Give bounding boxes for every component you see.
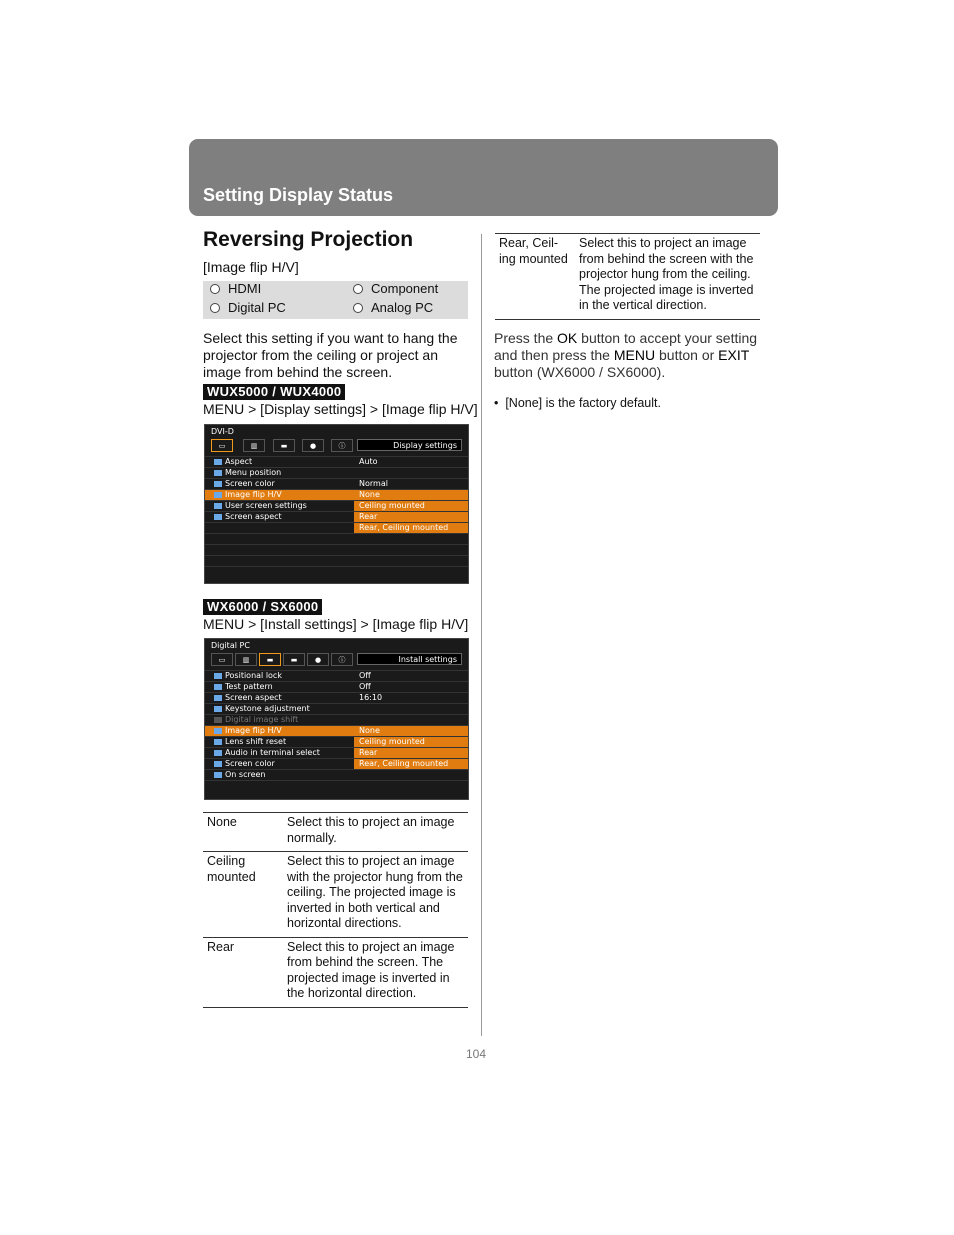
menu-row-empty [205, 522, 354, 533]
section-banner [189, 139, 778, 216]
menu-row-value: None [359, 490, 380, 499]
menu-row-value: Off [359, 682, 371, 691]
color-tab-icon: ▥ [243, 439, 265, 452]
menu-input-label: DVI-D [211, 427, 234, 436]
menu-row-label: Test pattern [225, 682, 273, 691]
image-flip-icon [214, 492, 222, 498]
menu-position-icon [214, 470, 222, 476]
menu-row-value: Off [359, 671, 371, 680]
menu-row-empty [205, 780, 468, 791]
press-text: button (WX6000 / SX6000). [494, 364, 666, 380]
menu-row-label: Screen aspect [225, 512, 282, 521]
globe-tab-icon: ● [302, 439, 324, 452]
menu-row-selected [205, 725, 468, 736]
note-bullet [494, 396, 661, 410]
input-digital-pc [210, 300, 286, 315]
menu-name: [Image flip H/V] [203, 259, 299, 275]
option-desc: Select this to project an image normally. [283, 813, 468, 852]
menu-row [205, 467, 468, 478]
page-number: 104 [466, 1047, 487, 1061]
menu-row-label: Audio in terminal select [225, 748, 320, 757]
menu-title: Install settings [357, 653, 462, 665]
display-tab-icon: ▭ [211, 653, 233, 666]
menu-row-label: Aspect [225, 457, 253, 466]
menu-button-label: MENU [613, 347, 656, 363]
option-desc: Select this to project an image from behind the screen with the projector hung from the ceiling. The projected image is inverted in the vertical direction. [575, 234, 760, 320]
model-badge-wux: WUX5000 / WUX4000 [203, 384, 345, 400]
image-flip-icon [214, 728, 222, 734]
lock-icon [214, 673, 222, 679]
menu-row [205, 478, 468, 489]
menu-row-empty [205, 544, 468, 555]
radio-icon [353, 284, 363, 294]
menu-screen-wux [204, 424, 469, 584]
option-description-table-right [495, 233, 760, 320]
menu-row-empty [205, 555, 468, 566]
screen-aspect-icon [214, 695, 222, 701]
menu-row-label: On screen [225, 770, 266, 779]
note-text: [None] is the factory default. [505, 396, 661, 410]
screen-color-icon [214, 481, 222, 487]
menu-path-wx: MENU > [Install settings] > [Image flip H/V] [203, 616, 469, 632]
option-description-table [203, 812, 468, 1008]
section-title: Setting Display Status [203, 185, 394, 205]
display-tab-icon: ▭ [211, 439, 233, 452]
page-heading: Reversing Projection [203, 228, 414, 251]
menu-row-label: Digital image shift [225, 715, 299, 724]
input-component [353, 281, 438, 296]
table-row [203, 813, 468, 852]
menu-row-label: Positional lock [225, 671, 282, 680]
menu-option: Ceiling mounted [354, 736, 468, 747]
menu-row-value: 16:10 [359, 693, 383, 702]
radio-icon [353, 303, 363, 313]
menu-row [205, 681, 468, 692]
globe-tab-icon: ● [307, 653, 329, 666]
menu-option: Rear, Ceiling mounted [354, 758, 468, 769]
input-label: Analog PC [371, 300, 434, 315]
keystone-icon [214, 706, 222, 712]
menu-row-value: Auto [359, 457, 378, 466]
menu-row-label: User screen settings [225, 501, 307, 510]
on-screen-icon [214, 772, 222, 778]
menu-row-label: Screen color [225, 479, 275, 488]
menu-row-empty [205, 533, 468, 544]
color-tab-icon: ▥ [235, 653, 257, 666]
menu-option: Rear [354, 511, 468, 522]
option-desc: Select this to project an image with the projector hung from the ceiling. The projected image is inverted in both vertical and horizontal directions. [283, 852, 468, 938]
input-label: Digital PC [228, 300, 286, 315]
table-row [203, 852, 468, 938]
menu-row-selected [205, 489, 468, 500]
menu-row-disabled [205, 714, 468, 725]
user-screen-icon [214, 503, 222, 509]
info-tab-icon: ⓘ [331, 653, 353, 666]
option-term: Rear, Ceil-ing mounted [495, 234, 575, 320]
model-badge-wx: WX6000 / SX6000 [203, 599, 322, 615]
menu-option: Rear, Ceiling mounted [354, 522, 468, 533]
menu-row-label: Image flip H/V [225, 490, 282, 499]
option-term: None [203, 813, 283, 852]
screen-color-icon [214, 761, 222, 767]
menu-row-label: Lens shift reset [225, 737, 287, 746]
press-text: button to accept your setting and then press the [494, 330, 758, 363]
menu-row [205, 703, 468, 714]
menu-row [205, 692, 468, 703]
option-term: Rear [203, 937, 283, 1007]
menu-row-label: Keystone adjustment [225, 704, 310, 713]
table-row [495, 234, 760, 320]
input-hdmi [210, 281, 261, 296]
menu-row-label: Screen aspect [225, 693, 282, 702]
screen-aspect-icon [214, 514, 222, 520]
menu-screen-wx [204, 638, 469, 800]
input-analog-pc [353, 300, 433, 315]
test-pattern-icon [214, 684, 222, 690]
option-desc: Select this to project an image from behind the screen. The projected image is inverted in the horizontal direction. [283, 937, 468, 1007]
menu-row [205, 670, 468, 681]
menu-row-empty [205, 566, 468, 577]
menu-row-label: Screen color [225, 759, 275, 768]
menu-option: Rear [354, 747, 468, 758]
menu-option: Ceiling mounted [354, 500, 468, 511]
input-label: HDMI [228, 281, 262, 296]
ok-button-label: OK [557, 330, 578, 346]
audio-icon [214, 750, 222, 756]
exit-button-label: EXIT [718, 347, 750, 363]
table-row [203, 937, 468, 1007]
lens-shift-icon [214, 739, 222, 745]
menu-row-label: Menu position [225, 468, 282, 477]
install-tab-icon: ▬ [259, 653, 281, 666]
radio-icon [210, 303, 220, 313]
column-divider [481, 234, 482, 1036]
menu-row [205, 769, 468, 780]
install-tab-icon: ▬ [273, 439, 295, 452]
input-list [203, 281, 468, 319]
press-text: button or [655, 347, 719, 363]
image-shift-icon [214, 717, 222, 723]
option-term: Ceiling mounted [203, 852, 283, 938]
menu-title: Display settings [357, 439, 462, 451]
menu-path-wux: MENU > [Display settings] > [Image flip H/V] [203, 401, 478, 417]
info-tab-icon: ⓘ [331, 439, 353, 452]
press-text: Press the [494, 330, 558, 346]
menu-row-value: None [359, 726, 380, 735]
press-instructions [494, 330, 760, 381]
menu-row-value: Normal [359, 479, 388, 488]
radio-icon [210, 284, 220, 294]
menu-row [205, 456, 468, 467]
aspect-icon [214, 459, 222, 465]
menu-input-label: Digital PC [211, 641, 250, 650]
bullet-icon: • [494, 396, 506, 410]
setup-tab-icon: ▬ [283, 653, 305, 666]
intro-text: Select this setting if you want to hang the projector from the ceiling or project an image from behind the screen. [203, 330, 458, 380]
input-label: Component [371, 281, 439, 296]
menu-row-label: Image flip H/V [225, 726, 282, 735]
